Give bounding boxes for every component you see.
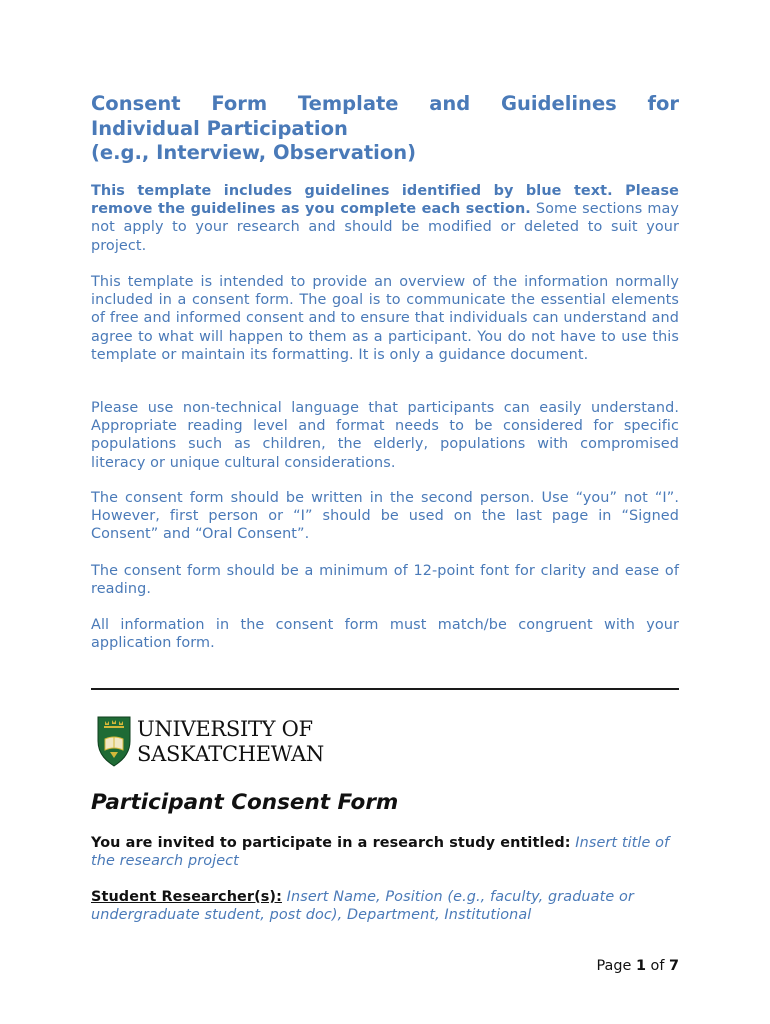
- researcher-insert-placeholder: Insert Name, Position (e.g., faculty, graduate or undergraduate student, post doc), Department, Institutional: [91, 889, 634, 924]
- guideline-paragraph-6: All information in the consent form must match/be congruent with your application form.: [91, 617, 679, 652]
- university-crest-icon: [96, 715, 132, 767]
- title-line-3: (e.g., Interview, Observation): [91, 141, 417, 164]
- guideline-bold-text: This template includes guidelines identified by blue text. Please remove the guidelines as you complete each section.: [91, 183, 679, 218]
- title-word: Template: [297, 92, 399, 115]
- title-line-2: Individual Participation: [91, 116, 348, 140]
- title-word: and: [429, 92, 471, 115]
- title-word: Consent: [91, 92, 181, 115]
- page-current: 1: [635, 958, 646, 974]
- wordmark-line-2: SASKATCHEWAN: [137, 742, 324, 766]
- page-word: Page: [596, 958, 632, 974]
- guideline-paragraph-3: Please use non-technical language that participants can easily understand. Appropriate reading level and format needs to be considered for specific populations such as children, the elderly, populations with compromised literacy or unique cultural considerations.: [91, 400, 679, 471]
- document-title: [91, 92, 679, 166]
- guideline-paragraph-2: This template is intended to provide an overview of the information normally included in a consent form. The goal is to communicate the essential elements of free and informed consent and to ensure that individuals can understand and agree to what will happen to them as a participant. You do not have to use this template or maintain its formatting. It is only a guidance document.: [91, 274, 679, 363]
- wordmark-line-1: UNIVERSITY OF: [137, 717, 313, 741]
- title-word: Form: [211, 92, 268, 115]
- form-title: Participant Consent Form: [91, 790, 399, 815]
- researcher-paragraph: [91, 888, 679, 924]
- page-number-footer: [91, 958, 679, 974]
- title-word: Guidelines: [500, 92, 617, 115]
- invite-insert-placeholder: Insert title of the research project: [91, 835, 670, 870]
- of-word: of: [650, 958, 665, 974]
- guideline-paragraph-5: The consent form should be a minimum of 12-point font for clarity and ease of reading.: [91, 563, 679, 598]
- guideline-text: Some sections may not apply to your research and should be modified or deleted to suit your project.: [91, 201, 679, 254]
- researcher-label: Student Researcher(s):: [91, 889, 282, 905]
- invite-label: You are invited to participate in a research study entitled:: [91, 835, 571, 851]
- invite-paragraph: [91, 834, 679, 870]
- title-line-1: [91, 92, 679, 117]
- page-total: 7: [668, 958, 679, 974]
- guideline-paragraph-1: [91, 182, 679, 255]
- university-logo: [96, 715, 324, 771]
- guideline-paragraph-4: The consent form should be written in the second person. Use “you” not “I”. However, first person or “I” should be used on the last page in “Signed Consent” and “Oral Consent”.: [91, 490, 679, 543]
- title-word: for: [647, 92, 679, 115]
- university-wordmark: [137, 717, 324, 767]
- section-divider: [91, 688, 679, 690]
